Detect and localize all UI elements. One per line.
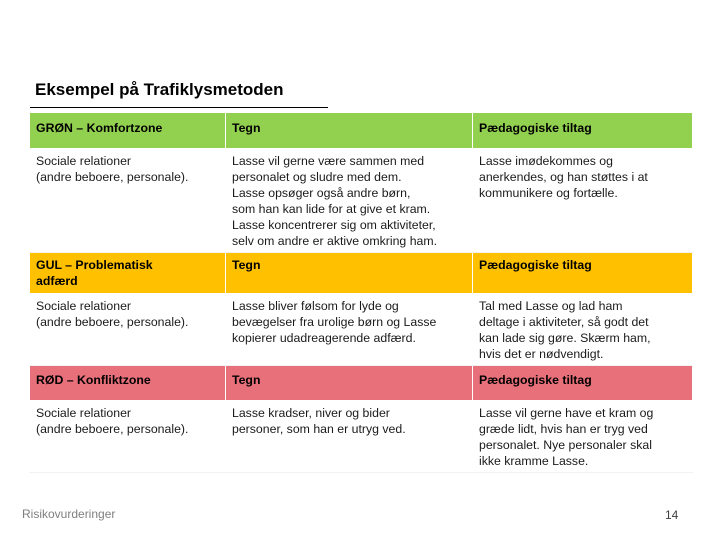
footer-label: Risikovurderinger <box>22 507 116 521</box>
green-measures-header: Pædagogiske tiltag <box>473 113 693 149</box>
yellow-relations-cell: Sociale relationer (andre beboere, personale). <box>30 294 226 366</box>
red-measures-cell: Lasse vil gerne have et kram og græde lidt, hvis han er tryg ved personalet. Nye personaler skal ikke kramme Lasse. <box>473 401 693 473</box>
yellow-measures-header: Pædagogiske tiltag <box>473 253 693 294</box>
traffic-light-table <box>29 112 693 473</box>
red-relations-cell: Sociale relationer (andre beboere, personale). <box>30 401 226 473</box>
title-underline <box>30 107 328 108</box>
green-measures-cell: Lasse imødekommes og anerkendes, og han støttes i at kommunikere og fortælle. <box>473 149 693 253</box>
red-content-row <box>30 401 693 473</box>
yellow-signs-header: Tegn <box>226 253 473 294</box>
green-zone-label: GRØN – Komfortzone <box>30 113 226 149</box>
yellow-zone-label: GUL – Problematisk adfærd <box>30 253 226 294</box>
green-header-row <box>30 113 693 149</box>
yellow-content-row <box>30 294 693 366</box>
red-signs-header: Tegn <box>226 366 473 401</box>
red-signs-cell: Lasse kradser, niver og bider personer, som han er utryg ved. <box>226 401 473 473</box>
red-measures-header: Pædagogiske tiltag <box>473 366 693 401</box>
page-number: 14 <box>665 508 679 522</box>
red-header-row <box>30 366 693 401</box>
yellow-measures-cell: Tal med Lasse og lad ham deltage i aktiviteter, så godt det kan lade sig gøre. Skærm ham, hvis det er nødvendigt. <box>473 294 693 366</box>
green-signs-cell: Lasse vil gerne være sammen med personalet og sludre med dem. Lasse opsøger også andre børn, som han kan lide for at give et kram. Lasse koncentrerer sig om aktiviteter, selv om andre er aktive omkring ham. <box>226 149 473 253</box>
slide-title: Eksempel på Trafiklysmetoden <box>35 80 284 99</box>
red-zone-label: RØD – Konfliktzone <box>30 366 226 401</box>
yellow-header-row <box>30 253 693 294</box>
green-content-row <box>30 149 693 253</box>
green-relations-cell: Sociale relationer (andre beboere, personale). <box>30 149 226 253</box>
yellow-signs-cell: Lasse bliver følsom for lyde og bevægelser fra urolige børn og Lasse kopierer udadreagerende adfærd. <box>226 294 473 366</box>
green-signs-header: Tegn <box>226 113 473 149</box>
